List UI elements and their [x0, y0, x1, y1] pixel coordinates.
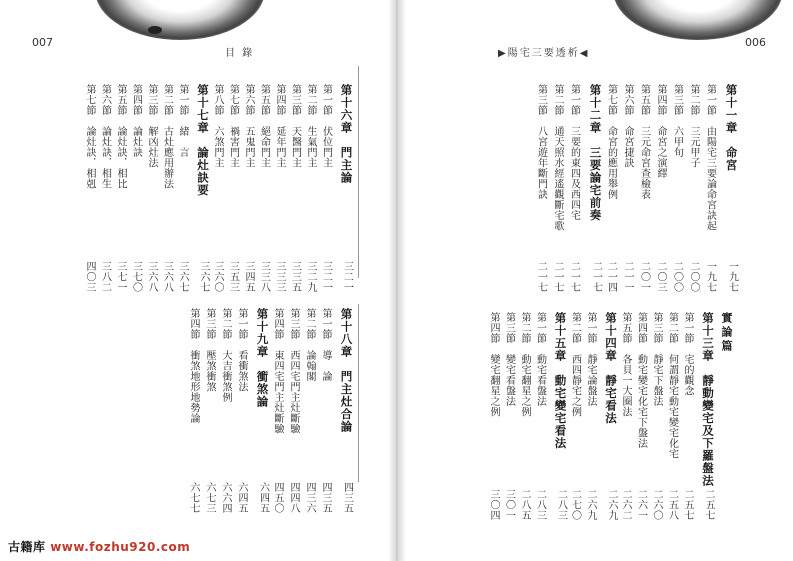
- toc-label: 第一節 伏位門主: [320, 84, 332, 168]
- right-page: [403, 0, 793, 561]
- toc-entry: [655, 84, 665, 292]
- toc-entry: [236, 308, 246, 513]
- toc-label: 第四節 動宅變宅化宅下盤法: [635, 312, 647, 449]
- toc-label: 第四節 延年門主: [274, 84, 285, 168]
- toc-label: 第四節 衝煞地形地勢論: [188, 308, 199, 424]
- toc-label: 第四節 變宅翻星之例: [488, 312, 499, 417]
- toc-page-number: 三二九: [305, 260, 316, 292]
- toc-label: 第一節 三要的東四及西四宅: [568, 84, 580, 221]
- toc-page-number: 一九七: [704, 260, 716, 292]
- yin-yang-ornament: [613, 0, 783, 40]
- toc-page-number: 三五三: [227, 260, 239, 292]
- toc-page-number: 三三五: [289, 260, 301, 292]
- toc-entry: [115, 84, 125, 292]
- toc-label: 第一節 導 論: [320, 308, 331, 382]
- toc-section-heading: [721, 312, 732, 520]
- toc-label: 第三節 壓煞衝煞: [204, 308, 215, 392]
- toc-label: 第一節 看衝煞法: [236, 308, 247, 392]
- toc-label: 第三節 解凶灶法: [146, 84, 157, 168]
- watermark-url: www.fozhu920.com: [50, 540, 191, 554]
- toc-page-number: 六四五: [257, 481, 269, 513]
- toc-label: 第一節 動宅看盤法: [534, 312, 546, 407]
- toc-label: 第十三章 靜動變宅及下羅盤法: [701, 312, 715, 487]
- toc-page-number: 二〇三: [655, 260, 666, 292]
- toc-entry: [305, 84, 315, 292]
- toc-chapter: [589, 84, 601, 292]
- left-page: [0, 0, 390, 561]
- toc-page-number: 四四八: [288, 481, 299, 513]
- toc-entry: [100, 84, 110, 292]
- toc-entry: [146, 84, 156, 292]
- toc-chapter: [256, 308, 268, 513]
- toc-entry: [272, 308, 282, 513]
- toc-page-number: 二八三: [534, 488, 546, 520]
- toc-chapter: [725, 84, 737, 292]
- toc-label: 第四節 論灶訣: [130, 84, 142, 158]
- toc-entry: [622, 84, 632, 292]
- toc-label: 第六節 論灶訣．相生: [99, 84, 111, 189]
- toc-label: 第七節 論灶訣．相剋: [84, 84, 95, 189]
- toc-entry: [569, 84, 579, 292]
- toc-page-number: 三三八: [258, 260, 270, 292]
- toc-page-number: 三二一: [341, 260, 353, 292]
- toc-label: 第五節 各貝一大圈法: [620, 312, 631, 417]
- toc-entry: [667, 312, 677, 520]
- toc-label: 第二節 何謂靜宅動宅變宅化宅: [666, 312, 678, 459]
- toc-page-number: 二一一: [622, 260, 633, 292]
- toc-entry: [519, 312, 529, 520]
- toc-page-number: 三〇一: [503, 488, 515, 520]
- toc-label: 第四節 東四宅門主灶斷驗: [272, 308, 283, 434]
- toc-label: 第五節 絕命門主: [258, 84, 270, 168]
- toc-page-number: 六七七: [188, 481, 199, 513]
- toc-entry: [672, 84, 682, 292]
- toc-label: 第二節 動宅翻星之例: [519, 312, 530, 417]
- toc-label: 第二節 三元甲子: [688, 84, 699, 168]
- toc-label: 第五節 論灶訣．相比: [115, 84, 126, 189]
- toc-entry: [606, 84, 616, 292]
- toc-entry: [320, 308, 330, 513]
- toc-label: 第二節 古灶應用辦法: [161, 84, 173, 189]
- toc-label: 第三節 八宮遊年斷門訣: [535, 84, 547, 200]
- page-number-right: 006: [745, 36, 766, 49]
- toc-chapter: [340, 308, 352, 513]
- toc-page-number: 四〇三: [84, 260, 95, 292]
- column-rule: [358, 304, 359, 482]
- toc-page-number: 三〇四: [488, 488, 499, 520]
- toc-page-number: 六七三: [204, 481, 215, 513]
- toc-page-number: 三六七: [177, 260, 188, 292]
- toc-page-number: 二五八: [666, 488, 678, 520]
- toc-page-number: 二五七: [682, 488, 693, 520]
- toc-entry: [188, 308, 198, 513]
- toc-label: 第三節 西四宅門主灶斷驗: [288, 308, 299, 434]
- toc-page-number: 四三六: [304, 481, 315, 513]
- toc-chapter: [702, 312, 714, 520]
- toc-entry: [131, 84, 141, 292]
- toc-label: 第二節 論翰閣: [304, 308, 315, 382]
- yin-yang-dot: [148, 26, 162, 34]
- toc-entry: [488, 312, 498, 520]
- toc-page-number: 二五七: [703, 488, 714, 520]
- toc-entry: [636, 312, 646, 520]
- toc-entry: [274, 84, 284, 292]
- toc-page-number: 二〇〇: [671, 260, 683, 292]
- toc-page-number: 三七一: [115, 260, 126, 292]
- toc-page-number: 二七〇: [569, 488, 581, 520]
- toc-label: 第三節 變宅看盤法: [503, 312, 515, 407]
- toc-page-number: 二六〇: [651, 488, 662, 520]
- toc-page-number: 三三三: [274, 260, 285, 292]
- toc-label: 第一節 緒 言: [177, 84, 188, 158]
- toc-entry: [535, 312, 545, 520]
- page-header-left: 目 錄: [225, 48, 255, 59]
- watermark-site: 古籍库: [8, 540, 46, 554]
- toc-entry: [705, 84, 715, 292]
- toc-page-number: 二六二: [620, 488, 631, 520]
- toc-entry: [212, 84, 222, 292]
- toc-page-number: 二六九: [585, 488, 596, 520]
- toc-label: 第六節 五鬼門主: [243, 84, 254, 168]
- toc-chapter: [340, 84, 352, 292]
- toc-label: 第十四章 靜宅看法: [604, 312, 618, 425]
- page-header-right: ▶陽宅三要透析◀: [498, 48, 590, 59]
- toc-entry: [682, 312, 692, 520]
- toc-label: 第十六章 門主論: [339, 84, 354, 184]
- toc-label: 第七節 禍害門主: [227, 84, 239, 168]
- toc-page-number: 四三五: [341, 481, 353, 513]
- toc-label: 第二節 西四靜宅之例: [569, 312, 581, 417]
- toc-page-number: 三六八: [161, 260, 173, 292]
- toc-label: 第十二章 三要論宅前奏: [588, 84, 603, 222]
- toc-entry: [639, 84, 649, 292]
- toc-label: 第十一章 命宮: [724, 84, 739, 172]
- yin-yang-ornament: [95, 0, 265, 40]
- toc-page-number: 一九七: [726, 260, 738, 292]
- toc-page-number: 二六一: [635, 488, 647, 520]
- toc-entry: [552, 84, 562, 292]
- toc-page-number: 三八二: [99, 260, 111, 292]
- toc-page-number: 二一七: [552, 260, 563, 292]
- toc-label: 第二節 通天照水經遙觀斷宅歌: [552, 84, 563, 231]
- toc-page-number: 二一七: [535, 260, 547, 292]
- toc-label: 第六節 命宮捷訣: [622, 84, 633, 168]
- toc-entry: [177, 84, 187, 292]
- toc-entry: [304, 308, 314, 513]
- toc-entry: [504, 312, 514, 520]
- toc-label: 第二節 生氣門主: [305, 84, 316, 168]
- toc-page-number: 三六七: [198, 260, 209, 292]
- toc-label: 第十八章 門主灶合論: [339, 308, 354, 433]
- toc-page-number: 六四五: [236, 481, 247, 513]
- toc-entry: [259, 84, 269, 292]
- toc-entry: [585, 312, 595, 520]
- toc-entry: [688, 84, 698, 292]
- toc-entry: [651, 312, 661, 520]
- toc-label: 第三節 天醫門主: [289, 84, 301, 168]
- toc-entry: [570, 312, 580, 520]
- toc-label: 第四節 命宮之演繹: [655, 84, 666, 179]
- toc-entry: [84, 84, 94, 292]
- toc-label: 實論篇: [720, 312, 733, 354]
- toc-page-number: 三六八: [146, 260, 157, 292]
- toc-page-number: 二一七: [590, 260, 602, 292]
- page-number-left: 007: [32, 36, 53, 49]
- toc-page-number: 四三五: [320, 481, 331, 513]
- toc-page-number: 四五〇: [272, 481, 283, 513]
- toc-entry: [228, 84, 238, 292]
- toc-entry: [288, 308, 298, 513]
- toc-label: 第十五章 動宅變宅看法: [553, 312, 568, 450]
- site-watermark: [8, 538, 190, 555]
- toc-chapter: [605, 312, 617, 520]
- toc-entry: [162, 84, 172, 292]
- toc-page-number: 三七〇: [130, 260, 142, 292]
- toc-label: 第一節 靜宅論盤法: [585, 312, 596, 407]
- toc-label: 第一節 宅的觀念: [682, 312, 693, 396]
- toc-chapter: [197, 84, 209, 292]
- toc-chapter: [554, 312, 566, 520]
- toc-label: 第二節 大吉衝煞例: [220, 308, 231, 403]
- toc-page-number: 二〇一: [638, 260, 650, 292]
- toc-entry: [536, 84, 546, 292]
- toc-label: 第八節 六煞門主: [212, 84, 223, 168]
- toc-page-number: 六六四: [220, 481, 231, 513]
- toc-label: 第七節 命宮的應用舉例: [605, 84, 617, 200]
- toc-page-number: 三二一: [320, 260, 332, 292]
- toc-page-number: 二八五: [519, 488, 530, 520]
- toc-label: 第十九章 衝煞論: [255, 308, 270, 408]
- toc-entry: [290, 84, 300, 292]
- toc-label: 第三節 靜宅下盤法: [651, 312, 662, 407]
- toc-label: 第十七章 論灶訣要: [196, 84, 210, 197]
- toc-page-number: 二八三: [555, 488, 567, 520]
- toc-page-number: 三六〇: [212, 260, 223, 292]
- toc-entry: [620, 312, 630, 520]
- toc-page-number: 二〇〇: [688, 260, 699, 292]
- toc-label: 第五節 三元命宮查檢表: [638, 84, 650, 200]
- toc-label: 第一節 由陽宅三要論命宮訣起: [704, 84, 716, 231]
- toc-entry: [220, 308, 230, 513]
- toc-page-number: 二六九: [606, 488, 617, 520]
- toc-page-number: 二一四: [605, 260, 617, 292]
- toc-entry: [243, 84, 253, 292]
- toc-label: 第三節 六甲旬: [671, 84, 683, 158]
- toc-page-number: 三四五: [243, 260, 254, 292]
- toc-entry: [204, 308, 214, 513]
- toc-page-number: 二一七: [568, 260, 580, 292]
- column-rule: [358, 66, 359, 278]
- toc-entry: [321, 84, 331, 292]
